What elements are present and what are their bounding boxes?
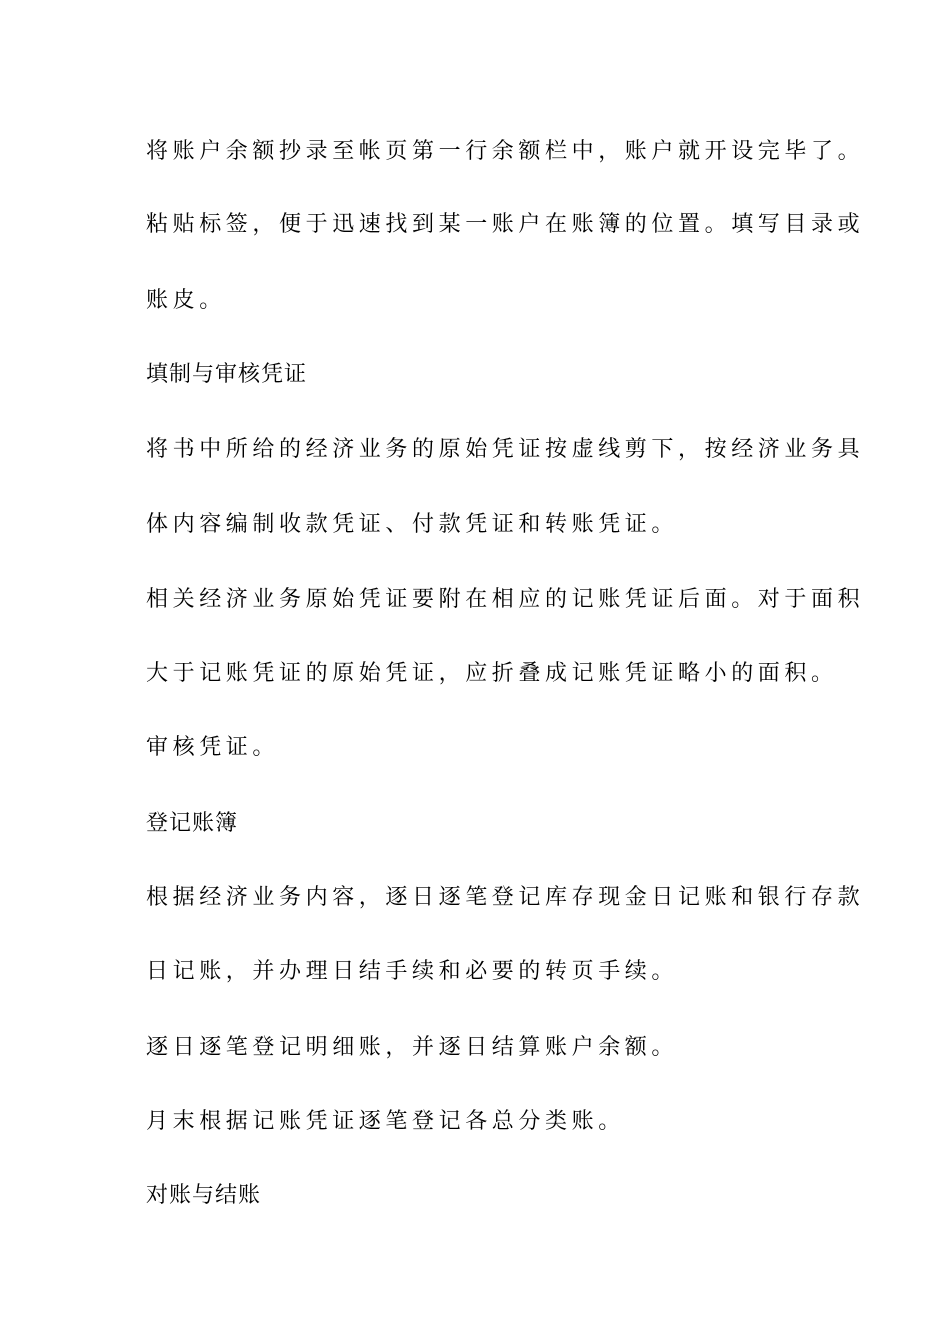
paragraph-line: 逐日逐笔登记明细账，并逐日结算账户余额。 — [146, 1035, 679, 1060]
section-heading: 对账与结账 — [146, 1183, 262, 1208]
section-heading: 填制与审核凭证 — [146, 362, 308, 387]
paragraph-line: 相关经济业务原始凭证要附在相应的记账凭证后面。对于面积 — [146, 587, 865, 612]
paragraph-line: 根据经济业务内容，逐日逐笔登记库存现金日记账和银行存款 — [146, 885, 865, 910]
paragraph-line: 账皮。 — [146, 288, 226, 313]
paragraph-line: 粘贴标签，便于迅速找到某一账户在账簿的位置。填写目录或 — [146, 212, 865, 237]
section-heading: 登记账簿 — [146, 811, 239, 836]
paragraph-line: 将账户余额抄录至帐页第一行余额栏中，账户就开设完毕了。 — [146, 139, 865, 164]
paragraph-line: 体内容编制收款凭证、付款凭证和转账凭证。 — [146, 512, 679, 537]
paragraph-line: 将书中所给的经济业务的原始凭证按虚线剪下，按经济业务具 — [146, 437, 865, 462]
paragraph-line: 审核凭证。 — [146, 735, 280, 760]
paragraph-line: 月末根据记账凭证逐笔登记各总分类账。 — [146, 1109, 625, 1134]
paragraph-line: 大于记账凭证的原始凭证，应折叠成记账凭证略小的面积。 — [146, 661, 838, 686]
paragraph-line: 日记账，并办理日结手续和必要的转页手续。 — [146, 959, 679, 984]
